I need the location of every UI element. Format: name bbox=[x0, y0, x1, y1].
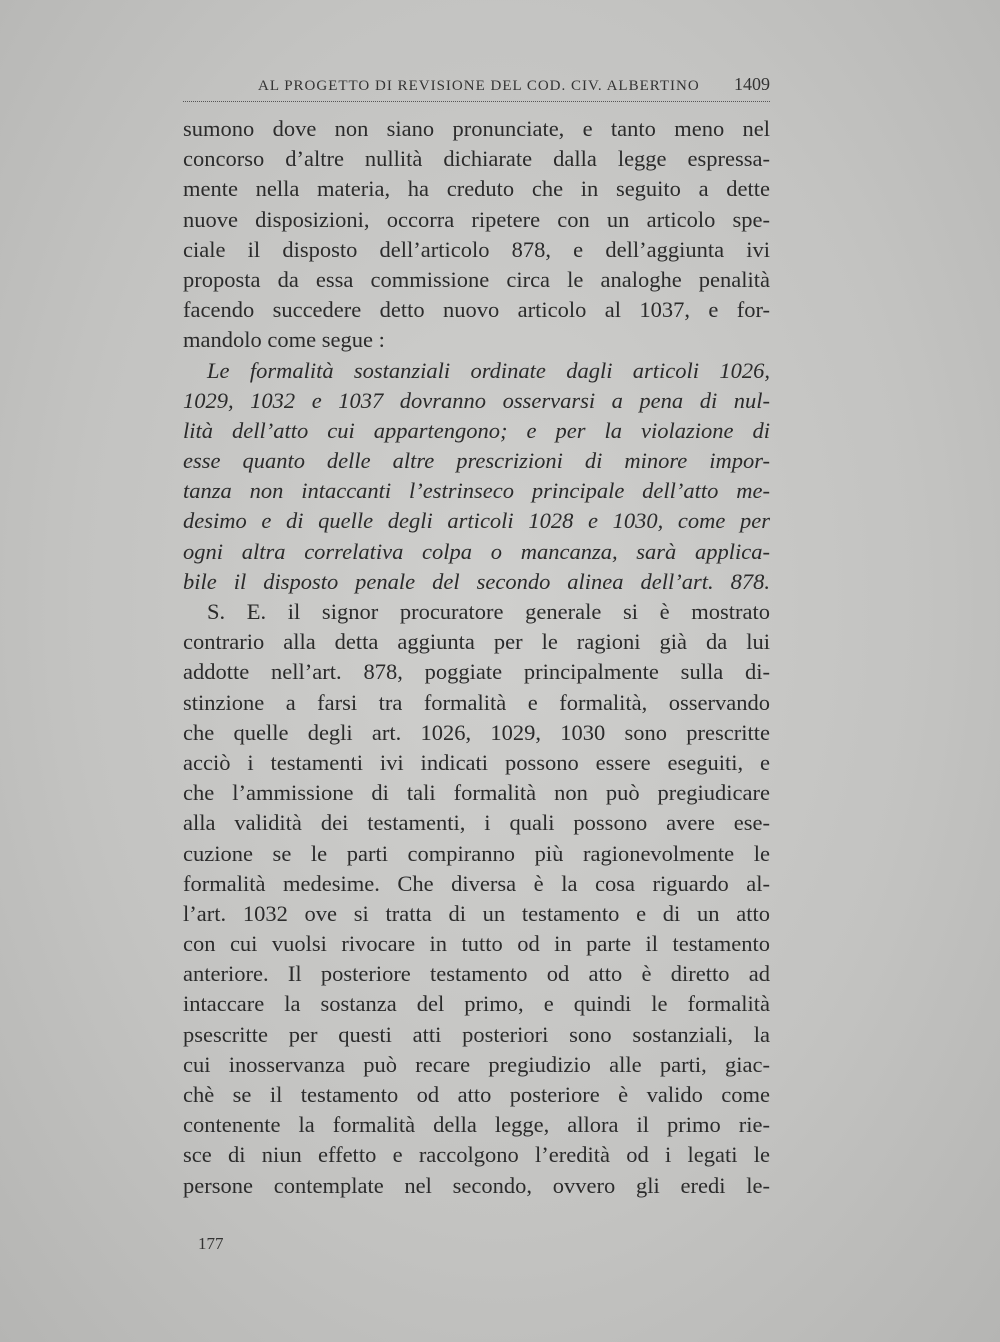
quoted-article-line: tanza non intaccanti l’estrinseco principale dell’atto me- bbox=[183, 478, 770, 504]
quoted-article-line: Le formalità sostanziali ordinate dagli articoli 1026, bbox=[207, 357, 770, 383]
text-line: sumono dove non siano pronunciate, e tanto meno nel bbox=[183, 116, 770, 141]
text-line: facendo succedere detto nuovo articolo al 1037, e for- bbox=[183, 297, 770, 323]
text-line: psescritte per questi atti posteriori sono sostanziali, la bbox=[183, 1021, 770, 1047]
quoted-article-line: lità dell’atto cui appartengono; e per la violazione di bbox=[183, 417, 770, 443]
text-line: l’art. 1032 ove si tratta di un testamento e di un atto bbox=[183, 900, 770, 926]
header-rule bbox=[183, 101, 770, 102]
text-line: mente nella materia, ha creduto che in seguito a dette bbox=[183, 176, 770, 202]
page-number: 1409 bbox=[734, 74, 770, 94]
text-line: sce di niun effetto e raccolgono l’eredità od i legati le bbox=[183, 1142, 770, 1168]
text-line: chè se il testamento od atto posteriore è valido come bbox=[183, 1082, 770, 1107]
text-line: concorso d’altre nullità dichiarate dalla legge espressa- bbox=[183, 146, 770, 172]
text-line: con cui vuolsi rivocare in tutto od in parte il testamento bbox=[183, 931, 770, 957]
text-line: addotte nell’art. 878, poggiate principalmente sulla di- bbox=[183, 659, 770, 685]
text-line: contrario alla detta aggiunta per le ragioni già da lui bbox=[183, 629, 770, 655]
text-line: cuzione se le parti compiranno più ragionevolmente le bbox=[183, 840, 770, 866]
quoted-article-line: desimo e di quelle degli articoli 1028 e 1030, come per bbox=[183, 508, 770, 534]
text-line: stinzione a farsi tra formalità e formalità, osservando bbox=[183, 689, 770, 715]
quoted-article-line: bile il disposto penale del secondo alinea dell’art. 878. bbox=[183, 568, 770, 594]
text-line: acciò i testamenti ivi indicati possono essere eseguiti, e bbox=[183, 749, 770, 775]
body-text bbox=[183, 114, 770, 1201]
text-line: proposta da essa commissione circa le analoghe penalità bbox=[183, 266, 770, 292]
text-line: alla validità dei testamenti, i quali possono avere ese- bbox=[183, 810, 770, 836]
signature-mark: 177 bbox=[198, 1234, 224, 1253]
quoted-article-line: ogni altra correlativa colpa o mancanza, sarà applica- bbox=[183, 538, 770, 564]
text-line: contenente la formalità della legge, allora il primo rie- bbox=[183, 1112, 770, 1138]
running-header bbox=[258, 74, 770, 95]
text-line: cui inosservanza può recare pregiudizio alle parti, giac- bbox=[183, 1051, 770, 1077]
text-line: che quelle degli art. 1026, 1029, 1030 sono prescritte bbox=[183, 719, 770, 745]
text-line: che l’ammissione di tali formalità non può pregiudicare bbox=[183, 780, 770, 806]
text-line: formalità medesime. Che diversa è la cosa riguardo al- bbox=[183, 870, 770, 896]
text-line: intaccare la sostanza del primo, e quindi le formalità bbox=[183, 991, 770, 1017]
text-line: nuove disposizioni, occorra ripetere con un articolo spe- bbox=[183, 206, 770, 232]
running-title: AL PROGETTO DI REVISIONE DEL COD. CIV. ALBERTINO bbox=[258, 78, 700, 94]
quoted-article-line: 1029, 1032 e 1037 dovranno osservarsi a pena di nul- bbox=[183, 387, 770, 413]
text-line: persone contemplate nel secondo, ovvero gli eredi le- bbox=[183, 1172, 770, 1198]
text-line: anteriore. Il posteriore testamento od atto è diretto ad bbox=[183, 961, 770, 987]
text-line: ciale il disposto dell’articolo 878, e dell’aggiunta ivi bbox=[183, 236, 770, 262]
text-line: mandolo come segue : bbox=[183, 327, 385, 353]
quoted-article-line: esse quanto delle altre prescrizioni di minore impor- bbox=[183, 448, 770, 474]
text-line: S. E. il signor procuratore generale si è mostrato bbox=[207, 599, 770, 624]
